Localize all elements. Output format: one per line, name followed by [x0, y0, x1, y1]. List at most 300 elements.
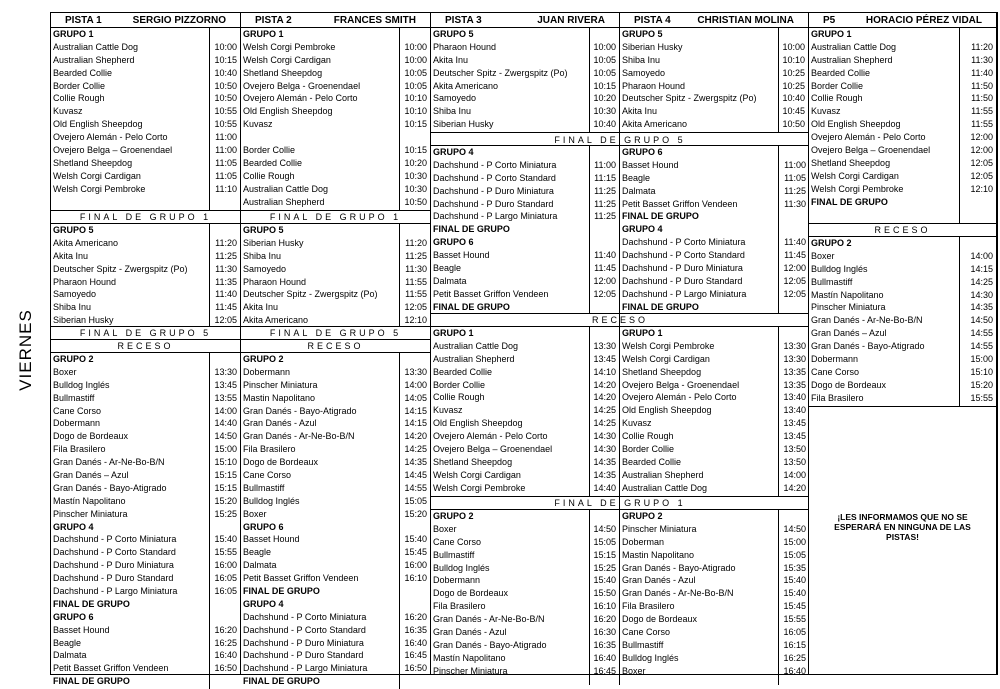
breed-name: Gran Danés – Azul [53, 470, 129, 481]
time: 15:20 [214, 495, 237, 506]
schedule-list [620, 510, 809, 678]
time: 14:25 [404, 444, 427, 455]
schedule-row [431, 146, 619, 159]
time: 15:25 [593, 562, 616, 573]
time: 10:50 [404, 196, 427, 207]
time: 16:05 [783, 627, 806, 638]
time: 10:05 [404, 67, 427, 78]
schedule-row [51, 67, 240, 80]
schedule-row [241, 224, 430, 237]
schedule-row [241, 183, 430, 196]
time: 11:55 [405, 276, 427, 287]
breed-name: Shiba Inu [433, 106, 472, 117]
time [616, 28, 619, 41]
time: 16:25 [783, 652, 806, 663]
schedule-row [51, 469, 240, 482]
schedule-row [431, 249, 619, 262]
time: 16:50 [214, 663, 237, 674]
schedule-row [51, 41, 240, 54]
schedule-row [241, 263, 430, 276]
group-heading: GRUPO 2 [53, 354, 94, 364]
breed-name: Mastín Napolitano [53, 495, 126, 506]
time [616, 146, 619, 159]
time: 10:40 [214, 67, 237, 78]
schedule-row [51, 521, 240, 534]
breed-name: Boxer [243, 508, 267, 519]
time: 15:45 [783, 601, 806, 612]
breed-name: Shetland Sheepdog [243, 67, 323, 78]
breed-name: Collie Rough [243, 170, 295, 181]
breed-name: Pharaon Hound [243, 276, 307, 287]
schedule-list [51, 224, 240, 327]
schedule-row [620, 210, 809, 223]
schedule-row [241, 405, 430, 418]
breed-name: Dachshund - P Corto Miniatura [433, 159, 557, 170]
section-morning [431, 28, 619, 133]
breed-name: Bulldog Inglés [622, 652, 679, 663]
time: 15:55 [970, 392, 993, 403]
schedule-list [431, 28, 619, 131]
time: 11:35 [215, 276, 237, 287]
time: 15:15 [593, 549, 616, 560]
schedule-row [620, 366, 809, 379]
breed-name: Bullmastiff [243, 482, 285, 493]
breed-name: Samoyedo [622, 67, 666, 78]
schedule-row [51, 675, 240, 688]
time: 10:00 [404, 41, 427, 52]
band-receso: RECESO [431, 314, 809, 327]
breed-name: Kuvasz [622, 418, 652, 429]
schedule-row [241, 624, 430, 637]
time: 14:00 [404, 379, 427, 390]
time: 12:00 [783, 263, 806, 274]
schedule-row [620, 262, 809, 275]
breed-name: Deutscher Spitz - Zwergspitz (Po) [433, 67, 568, 78]
schedule-row [241, 533, 430, 546]
breed-name: FINAL DE GRUPO [243, 586, 320, 597]
judge-name: FRANCES SMITH [333, 14, 416, 26]
schedule-row [241, 131, 430, 144]
schedule-row [809, 314, 996, 327]
breed-name: Ovejero Belga - Groenendael [243, 80, 361, 91]
schedule-row [431, 262, 619, 275]
breed-name: Dogo de Bordeaux [243, 457, 319, 468]
breed-name: Collie Rough [433, 392, 485, 403]
breed-name: Akita Americano [622, 119, 688, 130]
schedule-row [620, 67, 808, 80]
section-morning [241, 28, 430, 211]
time: 11:20 [971, 41, 993, 52]
group-heading: GRUPO 1 [811, 29, 852, 39]
group-heading: GRUPO 1 [53, 29, 94, 39]
schedule-row [809, 41, 996, 54]
breed-name: Gran Danés - Bayo-Atigrado [53, 482, 167, 493]
header-pista-5 [809, 13, 996, 28]
breed-name: Ovejero Belga – Groenendael [811, 145, 931, 156]
time: 16:20 [214, 624, 237, 635]
schedule-row [431, 118, 619, 131]
breed-name: Dachshund - P Duro Standard [243, 650, 364, 661]
pista-name: PISTA 4 [634, 14, 671, 26]
schedule-row [241, 353, 430, 366]
time: 10:25 [782, 80, 805, 91]
time: 14:55 [404, 482, 427, 493]
schedule-row [620, 41, 808, 54]
time: 13:50 [783, 456, 806, 467]
schedule-row [620, 536, 809, 549]
section-late-morning [241, 224, 430, 327]
schedule-row [51, 559, 240, 572]
schedule-row [620, 146, 809, 159]
time: 16:50 [404, 663, 427, 674]
section-afternoon-p3 [431, 327, 620, 496]
breed-name: Bullmastiff [433, 549, 475, 560]
time: 10:05 [404, 80, 427, 91]
time: 15:00 [783, 536, 806, 547]
schedule-row [241, 456, 430, 469]
schedule-row [51, 482, 240, 495]
time: 15:10 [214, 457, 237, 468]
schedule-row [51, 624, 240, 637]
time: 14:55 [970, 328, 993, 339]
time: 12:00 [970, 132, 993, 143]
schedule-row [809, 237, 996, 250]
schedule-row [241, 118, 430, 131]
breed-name: Border Collie [433, 379, 486, 390]
breed-name: Samoyedo [243, 263, 287, 274]
time: 16:00 [404, 560, 427, 571]
schedule-row [620, 430, 809, 443]
schedule-row [51, 157, 240, 170]
schedule-row [431, 340, 619, 353]
time: 16:05 [214, 573, 237, 584]
breed-name: Beagle [433, 263, 462, 274]
breed-name: Gran Danés - Ar-Ne-Bo-B/N [53, 457, 165, 468]
schedule-list [620, 28, 808, 131]
time: 16:25 [214, 637, 237, 648]
breed-name: Gran Danés - Azul [622, 575, 696, 586]
time: 12:05 [214, 315, 237, 326]
group-heading: GRUPO 2 [433, 511, 474, 521]
breed-name: Doberman [622, 536, 665, 547]
schedule-row [620, 288, 809, 301]
time [427, 224, 430, 237]
time: 11:25 [405, 250, 427, 261]
breed-name: Ovejero Belga - Groenendael [622, 379, 740, 390]
schedule-row [431, 587, 619, 600]
breed-name: Welsh Corgi Cardigan [243, 54, 331, 65]
time: 11:45 [215, 302, 237, 313]
breed-name: Shetland Sheepdog [622, 366, 702, 377]
schedule-list [620, 327, 809, 495]
schedule-row [51, 353, 240, 366]
schedule-row [241, 649, 430, 662]
breed-name: Old English Sheepdog [243, 106, 333, 117]
breed-name: Gran Danés - Azul [243, 418, 317, 429]
schedule-row [431, 223, 619, 236]
breed-name: Welsh Corgi Pembroke [622, 340, 715, 351]
schedule-row [431, 236, 619, 249]
time: 16:10 [404, 573, 427, 584]
time: 13:30 [404, 366, 427, 377]
schedule-row [620, 236, 809, 249]
schedule-row [809, 379, 996, 392]
band-final-grupo-5: FINAL DE GRUPO 5 [51, 327, 240, 340]
section-late-afternoon-p4 [620, 510, 809, 685]
breed-name: Dachshund - P Duro Miniatura [622, 263, 743, 274]
time: 10:10 [404, 106, 427, 117]
breed-name: Fila Brasilero [433, 601, 486, 612]
breed-name: Bulldog Inglés [811, 263, 868, 274]
breed-name: Ovejero Alemán - Pelo Corto [433, 431, 548, 442]
breed-name: Dachshund - P Duro Miniatura [433, 185, 554, 196]
breed-name: Australian Cattle Dog [811, 41, 897, 52]
schedule-row [51, 546, 240, 559]
schedule-row [241, 521, 430, 534]
schedule-row [51, 28, 240, 41]
time: 11:20 [215, 237, 237, 248]
breed-name: Collie Rough [53, 93, 105, 104]
breed-name: Cane Corso [622, 627, 671, 638]
group-heading: GRUPO 5 [433, 29, 474, 39]
time [237, 353, 240, 366]
breed-name: Gran Danés - Bayo-Atigrado [243, 405, 357, 416]
time: 11:00 [784, 159, 806, 170]
schedule-row [241, 392, 430, 405]
schedule-row [620, 587, 809, 600]
schedule-row [241, 41, 430, 54]
breed-name: Ovejero Alemán - Pelo Corto [811, 132, 926, 143]
time: 11:45 [594, 263, 616, 274]
schedule-row [431, 41, 619, 54]
breed-name: Deutscher Spitz - Zwergspitz (Po) [53, 263, 188, 274]
group-heading: GRUPO 5 [53, 225, 94, 235]
time: 11:25 [594, 211, 616, 222]
schedule-row [431, 652, 619, 665]
breed-name: Dachshund - P Duro Miniatura [243, 637, 364, 648]
band-final-grupo-5: FINAL DE GRUPO 5 [241, 327, 430, 340]
time: 12:05 [593, 288, 616, 299]
schedule-row [620, 54, 808, 67]
schedule-row [431, 54, 619, 67]
pista-name: PISTA 1 [65, 14, 102, 26]
time [427, 353, 430, 366]
time: 13:40 [783, 405, 806, 416]
breed-name: Ovejero Alemán - Pelo Corto [53, 132, 168, 143]
time: 15:15 [214, 470, 237, 481]
schedule-list [809, 28, 996, 208]
time: 10:30 [593, 106, 616, 117]
schedule-row [241, 276, 430, 289]
breed-name: Gran Danés - Bayo-Atigrado [622, 562, 736, 573]
schedule-row [241, 92, 430, 105]
time: 14:00 [783, 469, 806, 480]
time: 15:05 [593, 536, 616, 547]
schedule-row [51, 54, 240, 67]
schedule-row [620, 118, 808, 131]
time: 11:40 [594, 250, 616, 261]
breed-name: Basset Hound [243, 534, 300, 545]
schedule-row [241, 495, 430, 508]
time: 15:05 [404, 495, 427, 506]
time: 11:30 [784, 198, 806, 209]
time: 14:30 [593, 431, 616, 442]
schedule-row [809, 105, 996, 118]
schedule-list [431, 146, 619, 314]
breed-name: Gran Danés - Bayo-Atigrado [811, 341, 925, 352]
schedule-row [809, 28, 996, 41]
time: 15:10 [970, 366, 993, 377]
group-heading: GRUPO 6 [53, 611, 94, 622]
section-morning [51, 28, 240, 211]
breed-name: Welsh Corgi Cardigan [622, 353, 710, 364]
breed-name: Old English Sheepdog [811, 119, 901, 130]
schedule-row [241, 144, 430, 157]
breed-name: Dogo de Bordeaux [811, 379, 887, 390]
section-afternoon [51, 353, 240, 689]
schedule-row [51, 288, 240, 301]
schedule-row [241, 250, 430, 263]
breed-name: Dogo de Bordeaux [433, 588, 509, 599]
schedule-row [620, 198, 809, 211]
band-final-grupo-1: FINAL DE GRUPO 1 [241, 211, 430, 224]
schedule-row [431, 198, 619, 211]
schedule-row [51, 443, 240, 456]
time: 10:00 [404, 54, 427, 65]
schedule-row [241, 67, 430, 80]
schedule-row [809, 183, 996, 196]
breed-name: Dachshund - P Duro Standard [53, 573, 174, 584]
time: 10:55 [214, 119, 237, 130]
schedule-row [809, 263, 996, 276]
time: 13:45 [783, 431, 806, 442]
time [993, 28, 996, 41]
time: 11:25 [784, 185, 806, 196]
schedule-row [620, 613, 809, 626]
time [237, 224, 240, 237]
time: 15:05 [783, 549, 806, 560]
breed-name: Ovejero Belga – Groenendael [433, 444, 553, 455]
schedule-row [431, 185, 619, 198]
section-afternoon [809, 237, 996, 407]
breed-name: Beagle [243, 547, 272, 558]
time: 15:00 [970, 354, 993, 365]
breed-name: FINAL DE GRUPO [53, 676, 130, 687]
time [427, 28, 430, 41]
group-heading: GRUPO 4 [53, 521, 94, 532]
header-pista-2 [241, 13, 430, 28]
time: 11:10 [215, 183, 237, 194]
time: 12:05 [970, 170, 993, 181]
breed-name: Dachshund - P Duro Standard [622, 275, 743, 286]
schedule-row [620, 562, 809, 575]
schedule-row [51, 417, 240, 430]
breed-name: Border Collie [243, 145, 296, 156]
breed-name: Boxer [433, 523, 457, 534]
breed-name: FINAL DE GRUPO [433, 301, 510, 312]
schedule-row [620, 275, 809, 288]
schedule-row [809, 250, 996, 263]
time [806, 510, 809, 523]
breed-name: Bulldog Inglés [433, 562, 490, 573]
schedule-row [51, 366, 240, 379]
group-heading: GRUPO 2 [811, 238, 852, 248]
schedule-row [51, 495, 240, 508]
schedule-row [809, 67, 996, 80]
schedule-row [51, 118, 240, 131]
schedule-row [241, 572, 430, 585]
column-pista-1 [51, 13, 241, 687]
time: 10:15 [593, 80, 616, 91]
schedule-row [241, 105, 430, 118]
breed-name: Petit Basset Griffon Vendeen [53, 663, 169, 674]
breed-name: Border Collie [622, 444, 675, 455]
time: 10:15 [404, 145, 427, 156]
time [427, 521, 430, 534]
schedule-row [51, 144, 240, 157]
breed-name: Siberian Husky [622, 41, 683, 52]
time: 11:55 [971, 119, 993, 130]
group-heading: GRUPO 4 [433, 147, 474, 157]
pista-name: P5 [823, 14, 836, 26]
breed-name: Australian Cattle Dog [243, 183, 329, 194]
schedule-row [809, 118, 996, 131]
breed-name: Petit Basset Griffon Vendeen [243, 573, 359, 584]
band-receso: RECESO [51, 340, 240, 353]
schedule-row [620, 574, 809, 587]
schedule-row [620, 185, 809, 198]
schedule-row [241, 482, 430, 495]
schedule-row [620, 105, 808, 118]
schedule-row [431, 105, 619, 118]
breed-name: Dachshund - P Corto Standard [622, 250, 745, 261]
breed-name: Welsh Corgi Cardigan [53, 170, 141, 181]
breed-name: Dachshund - P Corto Miniatura [622, 237, 746, 248]
schedule-row [241, 662, 430, 675]
schedule-row [809, 289, 996, 302]
time: 12:05 [970, 157, 993, 168]
breed-name: Border Collie [811, 80, 864, 91]
section-late-morning-p3 [431, 146, 620, 313]
time: 13:30 [783, 340, 806, 351]
breed-name: Dachshund - P Largo Miniatura [243, 663, 368, 674]
breed-name: Pinscher Miniatura [243, 379, 318, 390]
schedule-row [51, 430, 240, 443]
schedule-row [51, 611, 240, 624]
breed-name: Mastin Napolitano [622, 549, 695, 560]
breed-name: Dachshund - P Corto Miniatura [243, 611, 367, 622]
breed-name: Akita Americano [433, 80, 499, 91]
schedule-row [51, 131, 240, 144]
breed-name: Deutscher Spitz - Zwergspitz (Po) [622, 93, 757, 104]
time: 11:00 [594, 159, 616, 170]
time: 11:30 [971, 54, 993, 65]
schedule-row [241, 559, 430, 572]
section-afternoon [241, 353, 430, 689]
time: 13:50 [783, 444, 806, 455]
time: 11:40 [784, 237, 806, 248]
time [427, 585, 430, 598]
time [237, 521, 240, 534]
time: 16:40 [593, 652, 616, 663]
schedule-row [51, 456, 240, 469]
schedule-row [620, 469, 809, 482]
schedule-row [431, 549, 619, 562]
schedule-row [51, 314, 240, 327]
breed-name: Cane Corso [53, 405, 102, 416]
schedule-row [241, 443, 430, 456]
time: 11:45 [784, 250, 806, 261]
